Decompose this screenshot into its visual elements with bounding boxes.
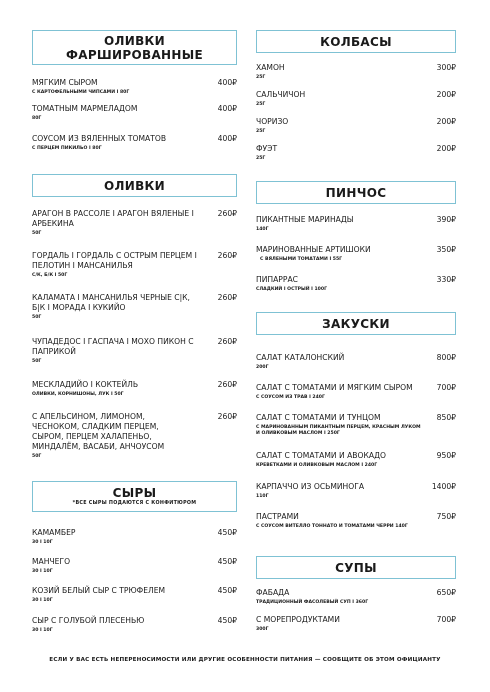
section-header-olives (32, 174, 237, 197)
item-price: 200₽ (436, 90, 456, 99)
item-price: 400₽ (217, 78, 237, 87)
item-price: 200₽ (436, 144, 456, 153)
item-name: САЛАТ С ТОМАТАМИ И ТУНЦОМ (256, 413, 381, 422)
item-name: КОЗИЙ БЕЛЫЙ СЫР С ТРЮФЕЛЕМ (32, 586, 166, 595)
section-header-stuffed-olives (32, 30, 237, 65)
item-price: 450₽ (217, 528, 237, 537)
menu-item (256, 353, 456, 371)
menu-item (256, 383, 456, 401)
item-name: МЕСКЛАДИЙО І КОКТЕЙЛЬ (32, 380, 139, 389)
item-price: 400₽ (217, 134, 237, 143)
item-price: 350₽ (436, 245, 456, 254)
menu-item (256, 615, 456, 633)
item-note: С ПЕРЦЕМ ПИКИЛЬО І 80Г (32, 146, 102, 151)
menu-item (256, 512, 456, 530)
item-note: 30 І 10Г (32, 569, 53, 574)
item-note: 30 І 10Г (32, 628, 53, 633)
section-header-snacks (256, 312, 456, 335)
item-price: 1400₽ (431, 482, 456, 491)
item-name: МЯГКИМ СЫРОМ (32, 78, 98, 87)
item-name: МАРИНОВАННЫЕ АРТИШОКИ (256, 245, 371, 254)
item-note: 80Г (32, 116, 42, 121)
item-price: 750₽ (436, 512, 456, 521)
section-subtitle: *ВСЕ СЫРЫ ПОДАЮТСЯ С КОНФИТЮРОМ (72, 501, 197, 506)
item-price: 300₽ (436, 63, 456, 72)
menu-item (256, 245, 456, 263)
item-note: КРЕВЕТКАМИ И ОЛИВКОВЫМ МАСЛОМ І 240Г (256, 463, 378, 468)
menu-item (256, 482, 456, 500)
menu-item (32, 251, 237, 279)
item-name: С МОРЕПРОДУКТАМИ (256, 615, 340, 624)
item-price: 330₽ (436, 275, 456, 284)
menu-item (256, 117, 456, 135)
item-price: 850₽ (436, 413, 456, 422)
item-note: 25Г (256, 156, 266, 161)
section-title-line-1: ОЛИВКИ (103, 33, 165, 48)
item-note: С СОУСОМ ВИТЕЛЛО ТОННАТО И ТОМАТАМИ ЧЕРРИ 140Г (256, 524, 408, 529)
section-header-sausages (256, 30, 456, 53)
item-price: 450₽ (217, 616, 237, 625)
item-name: ПАСТРАМИ (256, 512, 299, 521)
item-name: ЧОРИЗО (256, 117, 289, 126)
item-price: 260₽ (217, 251, 237, 260)
item-name: КАЛАМАТА І МАНСАНИЛЬЯ ЧЕРНЫЕ С|К, Б|К І МОРАДА І КУКИЙО (32, 293, 190, 312)
item-price: 700₽ (436, 383, 456, 392)
section-header-cheeses (32, 481, 237, 512)
menu-item (32, 528, 237, 546)
item-price: 650₽ (436, 588, 456, 597)
item-name: СОУСОМ ИЗ ВЯЛЕННЫХ ТОМАТОВ (32, 134, 167, 143)
item-note: 50Г (32, 359, 42, 364)
item-name: ПИПАРРАС (256, 275, 298, 284)
allergy-footer-note: ЕСЛИ У ВАС ЕСТЬ НЕПЕРЕНОСИМОСТИ ИЛИ ДРУГИЕ ОСОБЕННОСТИ ПИТАНИЯ — СООБЩИТЕ ОБ ЭТОМ ОФИЦИАНТУ (49, 657, 441, 663)
item-note: 30 І 10Г (32, 540, 53, 545)
item-note: 110Г (256, 494, 269, 499)
item-note: 200Г (256, 365, 269, 370)
item-note: 25Г (256, 102, 266, 107)
menu-item (256, 588, 456, 606)
menu-item (256, 90, 456, 108)
menu-item (256, 275, 456, 293)
item-note: С МАРИНОВАННЫМ ПИКАНТНЫМ ПЕРЦЕМ, КРАСНЫМ ЛУКОМ И ОЛИВКОВЫМ МАСЛОМ І 250Г (256, 425, 421, 436)
section-title: ПИНЧОС (325, 185, 387, 200)
item-price: 260₽ (217, 337, 237, 346)
section-header-pinchos (256, 181, 456, 204)
item-name: С АПЕЛЬСИНОМ, ЛИМОНОМ, ЧЕСНОКОМ, СЛАДКИМ ПЕРЦЕМ, СЫРОМ, ПЕРЦЕМ ХАЛАПЕНЬО, МИНДАЛЁМ, ВАСАБИ, АНЧОУСОМ (32, 412, 165, 451)
item-price: 800₽ (436, 353, 456, 362)
menu-item (256, 413, 456, 437)
section-title: СУПЫ (335, 560, 377, 575)
menu-item (32, 557, 237, 575)
item-price: 260₽ (217, 412, 237, 421)
item-name: ТОМАТНЫМ МАРМЕЛАДОМ (32, 104, 138, 113)
item-note: 30 І 10Г (32, 598, 53, 603)
item-price: 450₽ (217, 557, 237, 566)
item-note: 50Г (32, 454, 42, 459)
menu-item (32, 104, 237, 122)
menu-item (256, 215, 456, 233)
item-note: СЛАДКИЙ І ОСТРЫЙ І 100Г (256, 287, 327, 292)
menu-item (32, 412, 237, 460)
item-name: ФАБАДА (256, 588, 290, 597)
item-name: САЛАТ КАТАЛОНСКИЙ (256, 353, 345, 362)
item-note: 25Г (256, 75, 266, 80)
item-name: КАМАМБЕР (32, 528, 76, 537)
item-note: С ВЯЛЕНЫМИ ТОМАТАМИ І 55Г (260, 257, 343, 262)
item-note: 300Г (256, 627, 269, 632)
item-note: 140Г (256, 227, 269, 232)
menu-item (32, 78, 237, 96)
item-name: САЛАТ С ТОМАТАМИ И АВОКАДО (256, 451, 386, 460)
menu-item (32, 209, 237, 237)
section-title: ОЛИВКИ (103, 178, 165, 193)
section-title: КОЛБАСЫ (320, 34, 392, 49)
section-title: СЫРЫ (112, 486, 157, 500)
item-price: 700₽ (436, 615, 456, 624)
item-name: СЫР С ГОЛУБОЙ ПЛЕСЕНЬЮ (32, 616, 145, 625)
item-name: ЧУПАДЕДОС І ГАСПАЧА І МОХО ПИКОН С ПАПРИКОЙ (32, 337, 194, 356)
item-name: ФУЭТ (256, 144, 278, 153)
item-note: 50Г (32, 315, 42, 320)
item-price: 200₽ (436, 117, 456, 126)
item-note: С/К, Б/К І 50Г (32, 273, 68, 278)
menu-item (32, 616, 237, 634)
item-name: ПИКАНТНЫЕ МАРИНАДЫ (256, 215, 354, 224)
section-title: ЗАКУСКИ (322, 316, 390, 331)
item-note: 50Г (32, 231, 42, 236)
item-note: 25Г (256, 129, 266, 134)
item-name: ГОРДАЛЬ І ГОРДАЛЬ С ОСТРЫМ ПЕРЦЕМ І ПЕЛОТИН І МАНСАНИЛЬЯ (32, 251, 197, 270)
item-price: 260₽ (217, 209, 237, 218)
item-price: 260₽ (217, 380, 237, 389)
menu-item (256, 144, 456, 162)
menu-item (32, 293, 237, 321)
item-note: ОЛИВКИ, КОРНИШОНЫ, ЛУК І 50Г (32, 392, 124, 397)
item-price: 950₽ (436, 451, 456, 460)
item-name: САЛАТ С ТОМАТАМИ И МЯГКИМ СЫРОМ (256, 383, 413, 392)
menu-item (32, 380, 237, 398)
item-note: С СОУСОМ ИЗ ТРАВ І 240Г (256, 395, 325, 400)
section-title-line-2: ФАРШИРОВАННЫЕ (66, 47, 203, 62)
menu-item (32, 586, 237, 604)
menu-item (256, 63, 456, 81)
item-note: ТРАДИЦИОННЫЙ ФАСОЛЕВЫЙ СУП І 360Г (256, 600, 369, 605)
item-name: МАНЧЕГО (32, 557, 71, 566)
section-header-soups (256, 556, 456, 579)
item-price: 400₽ (217, 104, 237, 113)
menu-item (32, 337, 237, 365)
menu-item (32, 134, 237, 152)
item-price: 260₽ (217, 293, 237, 302)
item-name: АРАГОН В РАССОЛЕ І АРАГОН ВЯЛЕНЫЕ І АРБЕКИНА (32, 209, 194, 228)
item-name: КАРПАЧЧО ИЗ ОСЬМИНОГА (256, 482, 365, 491)
item-name: САЛЬЧИЧОН (256, 90, 306, 99)
item-price: 390₽ (436, 215, 456, 224)
menu-item (256, 451, 456, 469)
item-price: 450₽ (217, 586, 237, 595)
item-name: ХАМОН (256, 63, 285, 72)
item-note: С КАРТОФЕЛЬНЫМИ ЧИПСАМИ І 80Г (32, 90, 130, 95)
